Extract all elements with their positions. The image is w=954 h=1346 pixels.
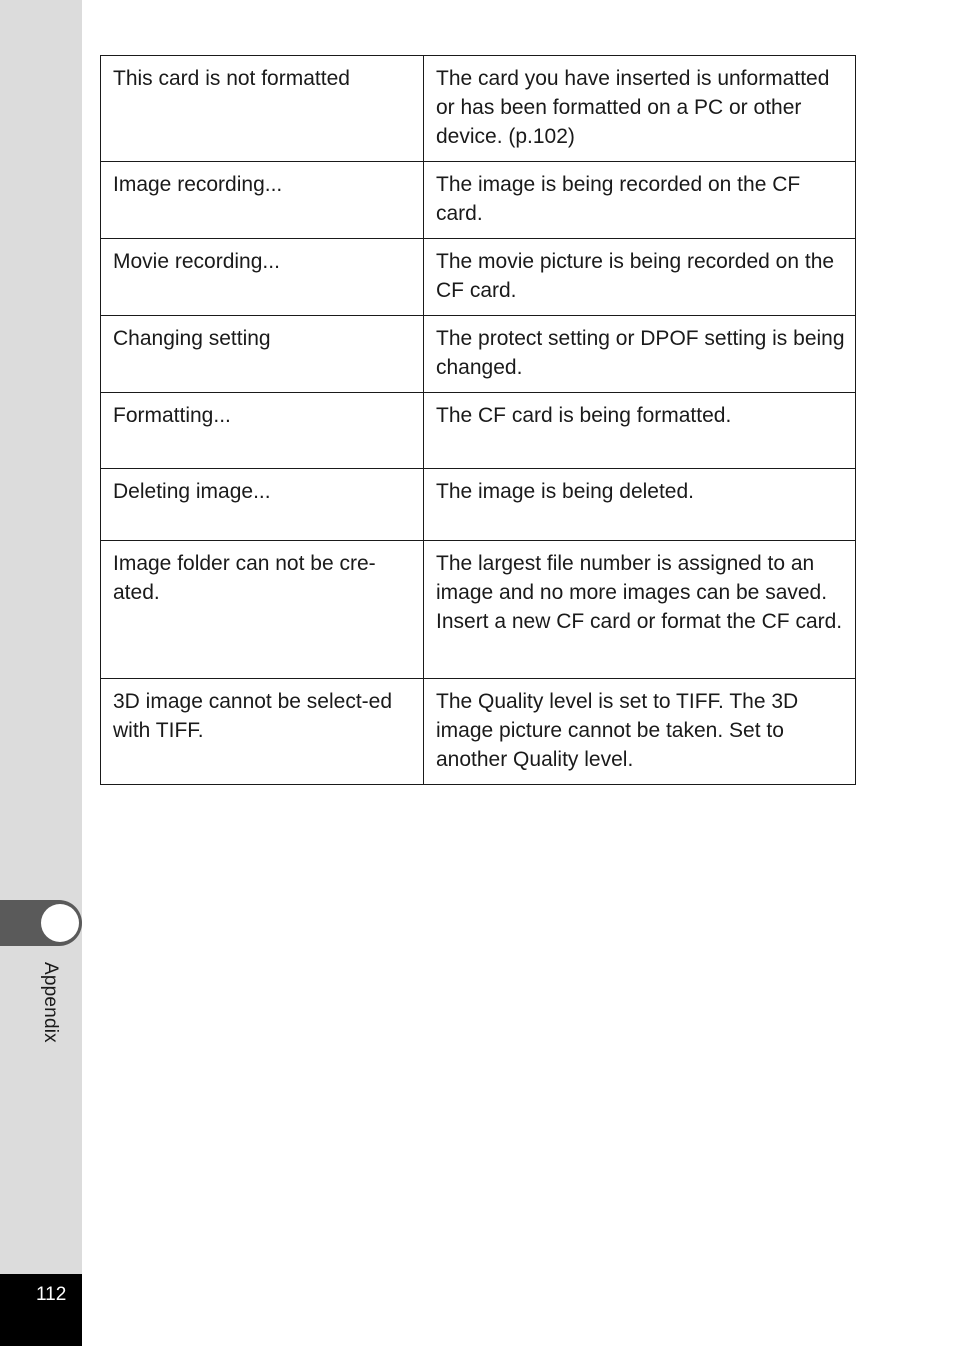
table-row (101, 239, 856, 316)
page-number: 112 (36, 1284, 67, 1305)
table-row (101, 541, 856, 679)
description-cell: The CF card is being formatted. (424, 393, 856, 469)
message-cell: Changing setting (101, 316, 424, 393)
message-cell: Movie recording... (101, 239, 424, 316)
table-row (101, 393, 856, 469)
side-strip (0, 0, 82, 1346)
table-row (101, 316, 856, 393)
message-cell: Image recording... (101, 162, 424, 239)
table-row (101, 56, 856, 162)
table-row (101, 162, 856, 239)
messages-table (100, 55, 856, 785)
description-cell: The protect setting or DPOF setting is being changed. (424, 316, 856, 393)
table-row (101, 469, 856, 541)
chapter-dot-icon (41, 904, 79, 942)
message-cell: 3D image cannot be select-ed with TIFF. (101, 679, 424, 785)
message-cell: This card is not formatted (101, 56, 424, 162)
section-label: Appendix (40, 962, 61, 1043)
table-row (101, 679, 856, 785)
description-cell: The image is being deleted. (424, 469, 856, 541)
description-cell: The movie picture is being recorded on the CF card. (424, 239, 856, 316)
description-cell: The largest file number is assigned to an image and no more images can be saved. Insert a new CF card or format the CF card. (424, 541, 856, 679)
description-cell: The card you have inserted is unformatted or has been formatted on a PC or other device. (p.102) (424, 56, 856, 162)
description-cell: The image is being recorded on the CF card. (424, 162, 856, 239)
message-cell: Deleting image... (101, 469, 424, 541)
message-cell: Image folder can not be cre-ated. (101, 541, 424, 679)
message-cell: Formatting... (101, 393, 424, 469)
description-cell: The Quality level is set to TIFF. The 3D image picture cannot be taken. Set to another Quality level. (424, 679, 856, 785)
